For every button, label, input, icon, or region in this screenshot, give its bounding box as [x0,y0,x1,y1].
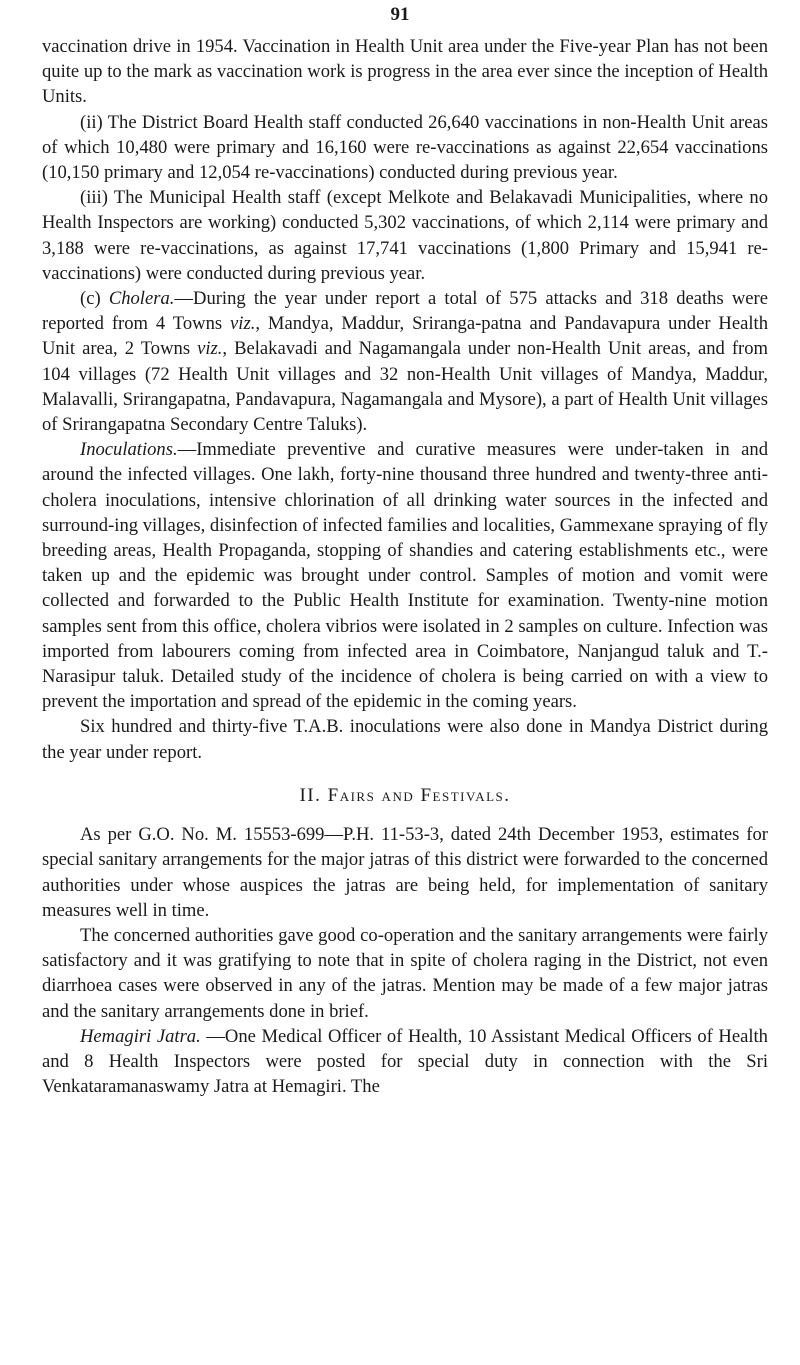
paragraph-go-estimates: As per G.O. No. M. 15553-699—P.H. 11-53-3, dated 24th December 1953, estimates for special sanitary arrangements for the major jatras of this district were forwarded to the concerned authorities under whose auspices the jatras are being held, for implementation of sanitary measures well in time. [42,824,768,921]
viz-abbrev-1: viz. [230,313,256,335]
paragraph-inoculations [42,437,768,714]
paragraph-vaccination-drive: vaccination drive in 1954. Vaccination in Health Unit area under the Five-year Plan has not been quite up to the mark as vaccination work is progress in the area ever since the inception of Health Units. [42,36,768,108]
cholera-label: (c) [80,288,109,310]
hemagiri-text: —One Medical Officer of Health, 10 Assistant Medical Officers of Health and 8 Health Inspectors were posted for special duty in connection with the Sri Venkataramanaswamy Jatra at Hemagiri. The [42,1025,768,1098]
cholera-text-b: , Mandya, Maddur, Sriranga-patna and Pandavapura under Health Unit area, 2 Towns [42,313,768,360]
page-number: 91 [390,4,410,25]
paragraph-cooperation: The concerned authorities gave good co-operation and the sanitary arrangements were fairly satisfactory and it was gratifying to note that in spite of cholera raging in the District, not even diarrhoea cases were observed in any of the jatras. Mention may be made of a few major jatras and the sanitary arrangements done in brief. [42,924,768,1022]
hemagiri-heading: Hemagiri Jatra. [80,1025,201,1047]
cholera-heading: Cholera. [108,288,175,310]
section-heading-fairs-festivals: II. Fairs and Festivals. [299,784,511,806]
viz-abbrev-2: viz. [197,338,223,360]
inoculations-heading: Inoculations. [80,439,178,461]
cholera-text-c: , Belakavadi and Nagamangala under non-Health Unit areas, and from 104 villages (72 Health Unit villages and 32 non-Health Unit villages of Mandya, Maddur, Malavalli, Srirangapatna, Pandavapura, Nagamangala and Mysore), a part of Health Unit villages of Srirangapatna Secondary Centre Taluks). [42,338,768,436]
cholera-text-a: —During the year under report a total of 575 attacks and 318 deaths were reported from 4 Towns [42,288,768,335]
inoculations-text: —Immediate preventive and curative measures were under-taken in and around the infected villages. One lakh, forty-nine thousand three hundred and twenty-three anti-cholera inoculations, intensive chlorination of all drinking water sources in the infected and surround-ing villages, disinfection of infected families and localities, Gammexane spraying of fly breeding areas, Health Propaganda, stopping of shandies and catering establishments etc., were taken up and the epidemic was brought under control. Samples of motion and vomit were collected and forwarded to the Public Health Institute for examination. Twenty-nine motion samples sent from this office, cholera vibrios were isolated in 2 samples on culture. Infection was imported from labourers coming from infected area in Coimbatore, Nanjangud taluk and T.-Narasipur taluk. Detailed study of the incidence of cholera is being carried on with a view to prevent the importation and spread of the epidemic in the coming years. [42,439,768,713]
paragraph-tab-inoculations: Six hundred and thirty-five T.A.B. inoculations were also done in Mandya District during the year under report. [42,716,768,763]
paragraph-hemagiri-jatra [42,1024,768,1100]
body-text [42,34,768,1099]
paragraph-cholera [42,286,768,437]
paragraph-district-board: (ii) The District Board Health staff conducted 26,640 vaccinations in non-Health Unit areas of which 10,480 were primary and 16,160 were re-vaccinations as against 22,654 vaccinations (10,150 primary and 12,054 re-vaccinations) conducted during previous year. [42,111,768,184]
paragraph-municipal-health: (iii) The Municipal Health staff (except Melkote and Belakavadi Municipalities, where no Health Inspectors are working) conducted 5,302 vaccinations, of which 2,114 were primary and 3,188 were re-vaccinations, as against 17,741 vaccinations (1,800 Primary and 15,941 re-vaccinations) were conducted during previous year. [42,187,768,284]
